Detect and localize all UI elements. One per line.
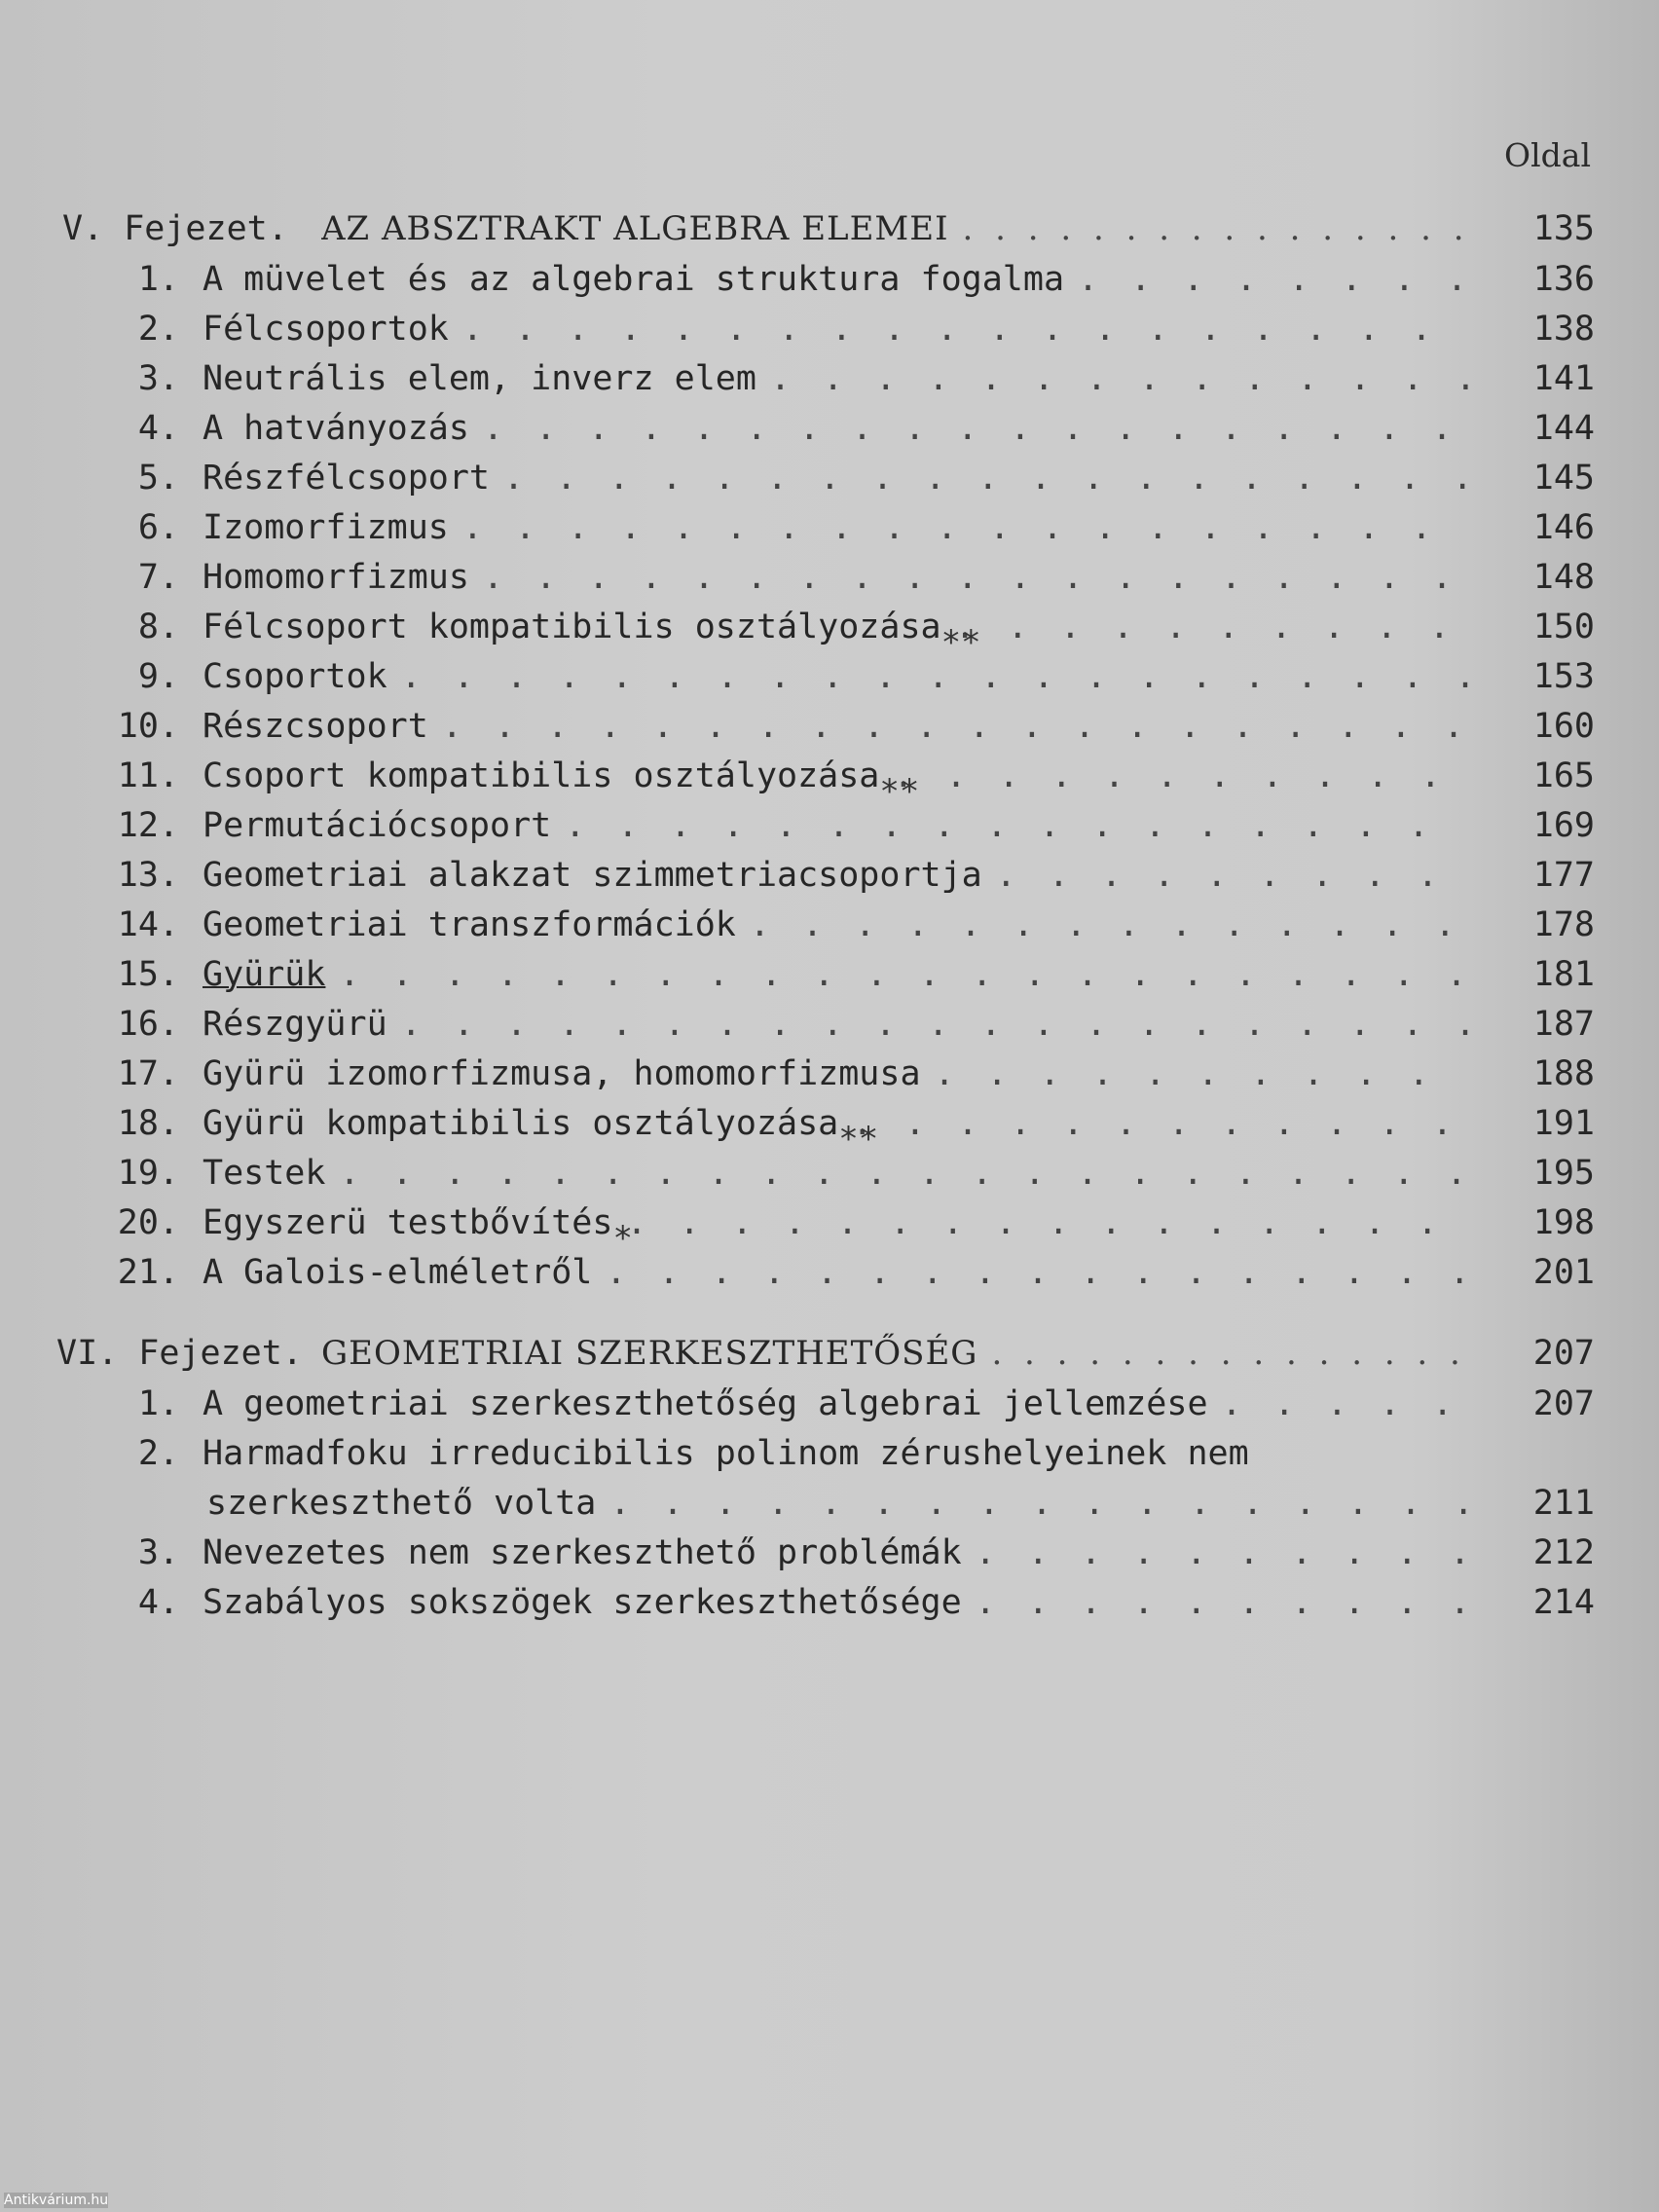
page-number: 153 (1532, 657, 1595, 696)
leader-dots (626, 1198, 1468, 1247)
leader-dots (339, 950, 1468, 999)
chapter-heading (0, 1329, 1659, 1378)
chapter-title: GEOMETRIAI SZERKESZTHETŐSÉG (321, 1334, 978, 1373)
section-number: 19. (117, 1154, 179, 1193)
toc-entry (0, 354, 1659, 403)
section-number: 8. (137, 608, 179, 646)
leader-dots (503, 454, 1468, 502)
page-number: 141 (1532, 359, 1595, 398)
chapter-title: AZ ABSZTRAKT ALGEBRA ELEMEI (321, 209, 949, 248)
page-number: 211 (1532, 1484, 1595, 1523)
section-number: 14. (117, 905, 179, 944)
page-number: 165 (1532, 756, 1595, 795)
section-title: Félcsoport kompatibilis osztályozása (203, 608, 941, 646)
leader-dots (606, 1248, 1468, 1297)
toc-entry (0, 851, 1659, 900)
section-number: 4. (137, 409, 179, 448)
page-number: 181 (1532, 955, 1595, 994)
leader-dots (442, 702, 1468, 751)
page-number: 135 (1532, 209, 1595, 248)
page-number: 145 (1532, 459, 1595, 498)
section-number: 1. (137, 260, 179, 299)
section-number: 21. (117, 1253, 179, 1292)
section-title: A hatványozás (203, 409, 469, 448)
section-title: Neutrális elem, inverz elem (203, 359, 756, 398)
leader-dots (852, 1099, 1468, 1148)
section-title: Félcsoportok (203, 310, 449, 349)
section-number: 15. (117, 955, 179, 994)
page-number: 148 (1532, 558, 1595, 597)
toc-entry (0, 901, 1659, 949)
leader-dots (750, 901, 1468, 949)
section-title: Részgyürü (203, 1005, 387, 1044)
section-number: 1. (137, 1384, 179, 1423)
section-title: Geometriai transzformációk (203, 905, 736, 944)
section-number: 2. (137, 310, 179, 349)
section-title: Csoportok (203, 657, 387, 696)
toc-entry (0, 603, 1659, 651)
toc-entry (0, 1578, 1659, 1627)
page-number: 169 (1532, 806, 1595, 845)
section-title: Gyürü izomorfizmusa, homomorfizmusa (203, 1054, 921, 1093)
section-number: 13. (117, 856, 179, 895)
page-column-label: Oldal (1504, 136, 1591, 174)
section-number: 3. (137, 359, 179, 398)
section-title: A müvelet és az algebrai struktura fogalma (203, 260, 1065, 299)
section-number: 16. (117, 1005, 179, 1044)
leader-dots (483, 553, 1468, 602)
page-number: 136 (1532, 260, 1595, 299)
toc-entry (0, 752, 1659, 800)
leader-dots (955, 603, 1468, 651)
leader-dots (1222, 1380, 1468, 1428)
section-number: 6. (137, 508, 179, 547)
page-number: 207 (1532, 1384, 1595, 1423)
toc-entry (0, 1149, 1659, 1198)
asterisk-mark: * (612, 1219, 633, 1247)
leader-dots (893, 752, 1468, 800)
leader-dots (565, 801, 1468, 850)
page-number: 146 (1532, 508, 1595, 547)
section-number: 20. (117, 1203, 179, 1242)
leader-dots (770, 354, 1468, 403)
toc-entry (0, 652, 1659, 701)
leader-dots (976, 1529, 1468, 1577)
section-number: 2. (137, 1434, 179, 1473)
page-number: 191 (1532, 1104, 1595, 1143)
page-number: 207 (1532, 1334, 1595, 1373)
page-number: 160 (1532, 707, 1595, 746)
section-title-continuation: szerkeszthető volta (206, 1484, 597, 1523)
toc-entry (0, 702, 1659, 751)
leader-dots (462, 503, 1468, 552)
section-title: Geometriai alakzat szimmetriacsoportja (203, 856, 982, 895)
section-number: 3. (137, 1533, 179, 1572)
leader-dots (935, 1050, 1468, 1098)
asterisk-mark: ** (940, 623, 981, 651)
toc-entry (0, 305, 1659, 353)
leader-dots (339, 1149, 1468, 1198)
toc-entry (0, 1429, 1659, 1478)
toc-entry (0, 801, 1659, 850)
toc-entry (0, 1380, 1659, 1428)
chapter-label: V. Fejezet. (62, 209, 288, 248)
section-title: Harmadfoku irreducibilis polinom zérushelyeinek nem (203, 1434, 1249, 1473)
page-number: 188 (1532, 1054, 1595, 1093)
section-title: Testek (203, 1154, 326, 1193)
section-number: 18. (117, 1104, 179, 1143)
toc-entry (0, 1099, 1659, 1148)
toc-entry (0, 1198, 1659, 1247)
section-number: 11. (117, 756, 179, 795)
toc-entry-continuation (0, 1479, 1659, 1528)
section-number: 4. (137, 1583, 179, 1622)
leader-dots (401, 1000, 1468, 1049)
section-title: Részfélcsoport (203, 459, 491, 498)
toc-entry (0, 1050, 1659, 1098)
section-title: Csoport kompatibilis osztályozása (203, 756, 880, 795)
section-title: Szabályos sokszögek szerkeszthetősége (203, 1583, 962, 1622)
toc-entry (0, 454, 1659, 502)
section-title: Részcsoport (203, 707, 428, 746)
section-title: Gyürü kompatibilis osztályozása (203, 1104, 839, 1143)
section-title: Izomorfizmus (203, 508, 449, 547)
toc-entry (0, 553, 1659, 602)
section-number: 12. (117, 806, 179, 845)
page-number: 214 (1532, 1583, 1595, 1622)
page-number: 212 (1532, 1533, 1595, 1572)
chapter-heading (0, 204, 1659, 253)
toc-entry (0, 950, 1659, 999)
page-number: 150 (1532, 608, 1595, 646)
toc-entry (0, 404, 1659, 453)
leader-dots (976, 1578, 1468, 1627)
page-number: 177 (1532, 856, 1595, 895)
leader-dots (401, 652, 1468, 701)
leader-dots (1078, 255, 1468, 304)
watermark-logo: Antikvárium.hu (4, 2193, 109, 2208)
leader-dots (483, 404, 1468, 453)
section-number: 10. (117, 707, 179, 746)
toc-entry (0, 1000, 1659, 1049)
page-number: 195 (1532, 1154, 1595, 1193)
page-number: 178 (1532, 905, 1595, 944)
chapter-label: VI. Fejezet. (56, 1334, 303, 1373)
toc-entry (0, 503, 1659, 552)
section-number: 9. (137, 657, 179, 696)
section-number: 5. (137, 459, 179, 498)
leader-dots (963, 204, 1469, 253)
section-title: Gyürük (203, 955, 326, 994)
section-title: A geometriai szerkeszthetőség algebrai jellemzése (203, 1384, 1208, 1423)
page-number: 201 (1532, 1253, 1595, 1292)
leader-dots (991, 1329, 1468, 1378)
section-title: Permutációcsoport (203, 806, 552, 845)
section-title: Egyszerü testbővítés (203, 1203, 613, 1242)
toc-entry (0, 1248, 1659, 1297)
leader-dots (609, 1479, 1468, 1528)
page-number: 187 (1532, 1005, 1595, 1044)
section-number: 7. (137, 558, 179, 597)
toc-entry (0, 1529, 1659, 1577)
section-title: Homomorfizmus (203, 558, 469, 597)
leader-dots (462, 305, 1468, 353)
toc-entry (0, 255, 1659, 304)
asterisk-mark: ** (838, 1120, 879, 1148)
page-number: 138 (1532, 310, 1595, 349)
page-number: 198 (1532, 1203, 1595, 1242)
asterisk-mark: ** (879, 772, 920, 800)
section-title: A Galois-elméletről (203, 1253, 593, 1292)
page-number: 144 (1532, 409, 1595, 448)
section-number: 17. (117, 1054, 179, 1093)
leader-dots (996, 851, 1468, 900)
section-title: Nevezetes nem szerkeszthető problémák (203, 1533, 962, 1572)
